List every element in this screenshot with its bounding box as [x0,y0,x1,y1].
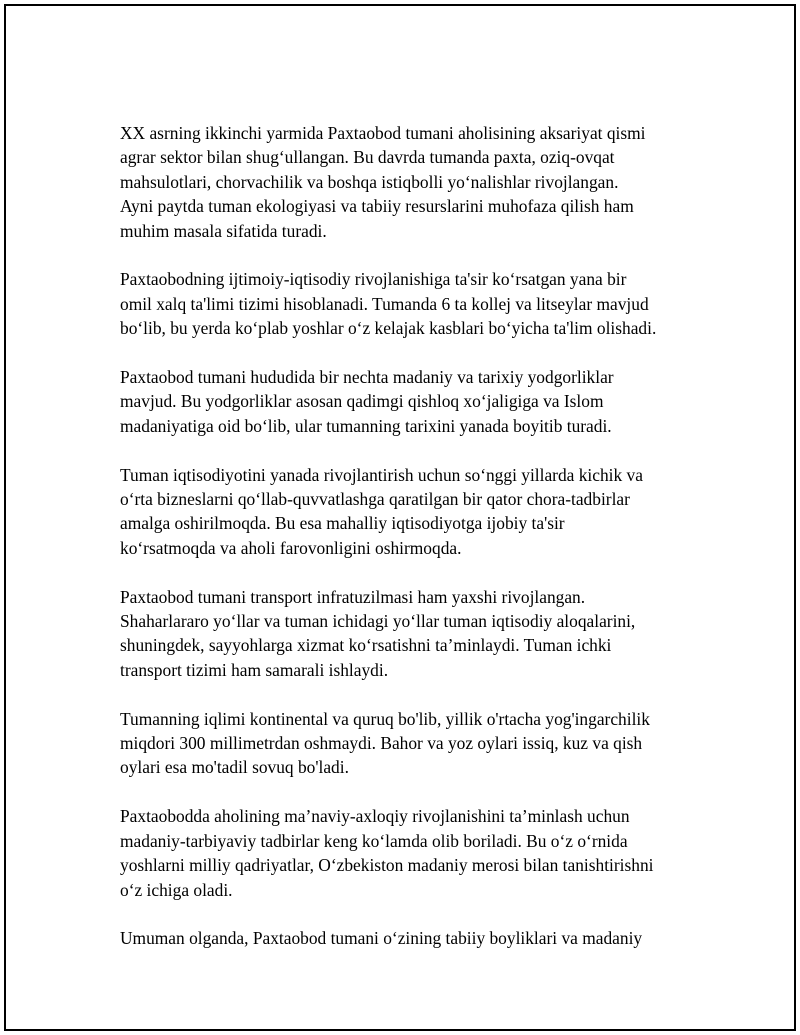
text-line: Tuman iqtisodiyotini yanada rivojlantirish uchun so‘nggi yillarda kichik va [120,464,643,485]
text-line: madaniyatiga oid bo‘lib, ular tumanning tarixini yanada boyitib turadi. [120,415,612,436]
paragraph-5 [120,585,700,683]
text-line: mahsulotlari, chorvachilik va boshqa istiqbolli yo‘nalishlar rivojlangan. [120,171,619,192]
text-line: Ayni paytda tuman ekologiyasi va tabiiy resurslarini muhofaza qilish ham [120,196,634,217]
text-line: Umuman olganda, Paxtaobod tumani o‘zining tabiiy boyliklari va madaniy [120,928,643,949]
text-line: Paxtaobod tumani hududida bir nechta madaniy va tarixiy yodgorliklar [120,367,614,388]
document-page [4,4,796,1031]
paragraph-1 [120,121,700,243]
text-line: o‘z ichiga oladi. [120,879,233,900]
text-line: muhim masala sifatida turadi. [120,220,327,241]
text-line: XX asrning ikkinchi yarmida Paxtaobod tumani aholisining aksariyat qismi [120,123,646,143]
document-body [120,121,700,951]
text-line: amalga oshirilmoqda. Bu esa mahalliy iqtisodiyotga ijobiy ta'sir [120,513,565,534]
text-line: miqdori 300 millimetrdan oshmaydi. Bahor va yoz oylari issiq, kuz va qish [120,733,643,754]
paragraph-7 [120,804,700,902]
text-line: bo‘lib, bu yerda ko‘plab yoshlar o‘z kelajak kasblari bo‘yicha ta'lim olishadi. [120,318,657,339]
text-line: Paxtaobodda aholining ma’naviy-axloqiy rivojlanishini ta’minlash uchun [120,806,630,827]
text-line: Shaharlararo yo‘llar va tuman ichidagi yo‘llar tuman iqtisodiy aloqalarini, [120,611,636,632]
text-line: Paxtaobodning ijtimoiy-iqtisodiy rivojlanishiga ta'sir ko‘rsatgan yana bir [120,269,627,290]
text-line: Tumanning iqlimi kontinental va quruq bo'lib, yillik o'rtacha yog'ingarchilik [120,708,650,729]
text-line: o‘rta bizneslarni qo‘llab-quvvatlashga qaratilgan bir qator chora-tadbirlar [120,489,630,510]
text-line: Paxtaobod tumani transport infratuzilmasi ham yaxshi rivojlangan. [120,586,586,607]
text-line: shuningdek, sayyohlarga xizmat ko‘rsatishni ta’minlaydi. Tuman ichki [120,635,612,656]
text-line: omil xalq ta'limi tizimi hisoblanadi. Tumanda 6 ta kollej va litseylar mavjud [120,293,649,314]
paragraph-3 [120,365,700,438]
text-line: agrar sektor bilan shug‘ullangan. Bu davrda tumanda paxta, oziq-ovqat [120,147,615,168]
paragraph-2 [120,267,700,340]
text-line: oylari esa mo'tadil sovuq bo'ladi. [120,757,349,778]
paragraph-6 [120,707,700,780]
text-line: ko‘rsatmoqda va aholi farovonligini oshirmoqda. [120,537,462,558]
paragraph-4 [120,463,700,561]
text-line: mavjud. Bu yodgorliklar asosan qadimgi qishloq xo‘jaligiga va Islom [120,391,604,412]
paragraph-8 [120,926,700,950]
text-line: madaniy-tarbiyaviy tadbirlar keng ko‘lamda olib boriladi. Bu o‘z o‘rnida [120,830,628,851]
text-line: transport tizimi ham samarali ishlaydi. [120,659,389,680]
text-line: yoshlarni milliy qadriyatlar, O‘zbekiston madaniy merosi bilan tanishtirishni [120,855,654,876]
